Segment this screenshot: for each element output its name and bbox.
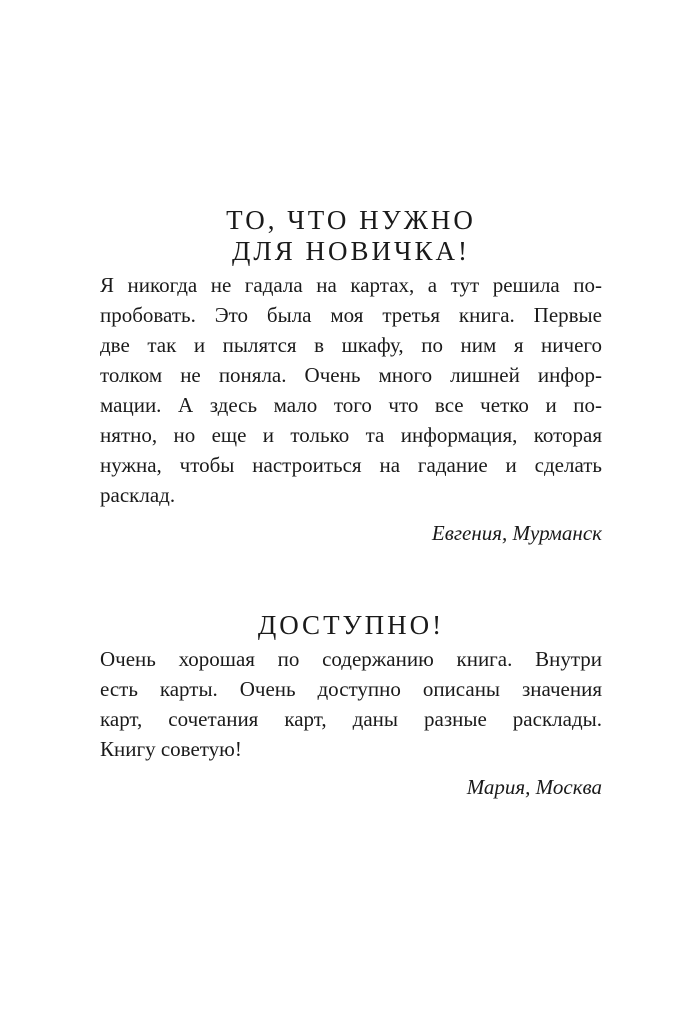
review-text-line: две так и пылятся в шкафу, по ним я ничего [100,333,602,357]
review-text-line: Очень хорошая по содержанию книга. Внутри [100,647,602,671]
review-title-line: ДЛЯ НОВИЧКА! [231,236,471,266]
review-1 [100,205,602,548]
review-text [100,644,602,764]
review-text-line: расклад. [100,483,176,507]
review-text-line: нятно, но еще и только та информация, которая [100,423,602,447]
review-text-line: пробовать. Это была моя третья книга. Первые [100,303,602,327]
review-text-line: есть карты. Очень доступно описаны значения [100,677,602,701]
review-title-line: ДОСТУПНО! [257,610,445,640]
review-text-line: Я никогда не гадала на картах, а тут решила по- [100,273,602,297]
review-author: Евгения, Мурманск [431,521,602,545]
review-text-line: карт, сочетания карт, даны разные расклады. [100,707,602,731]
review-text [100,270,602,510]
review-text-line: мации. А здесь мало того что все четко и по- [100,393,602,417]
review-text-line: нужна, чтобы настроиться на гадание и сделать [100,453,602,477]
review-author: Мария, Москва [466,775,602,799]
review-title-line: ТО, ЧТО НУЖНО [226,205,476,235]
review-title [100,205,602,267]
reviews-page [100,205,602,802]
review-text-line: толком не поняла. Очень много лишней инфор- [100,363,602,387]
review-text-line: Книгу советую! [100,737,242,761]
review-title [100,610,602,641]
review-2 [100,610,602,802]
